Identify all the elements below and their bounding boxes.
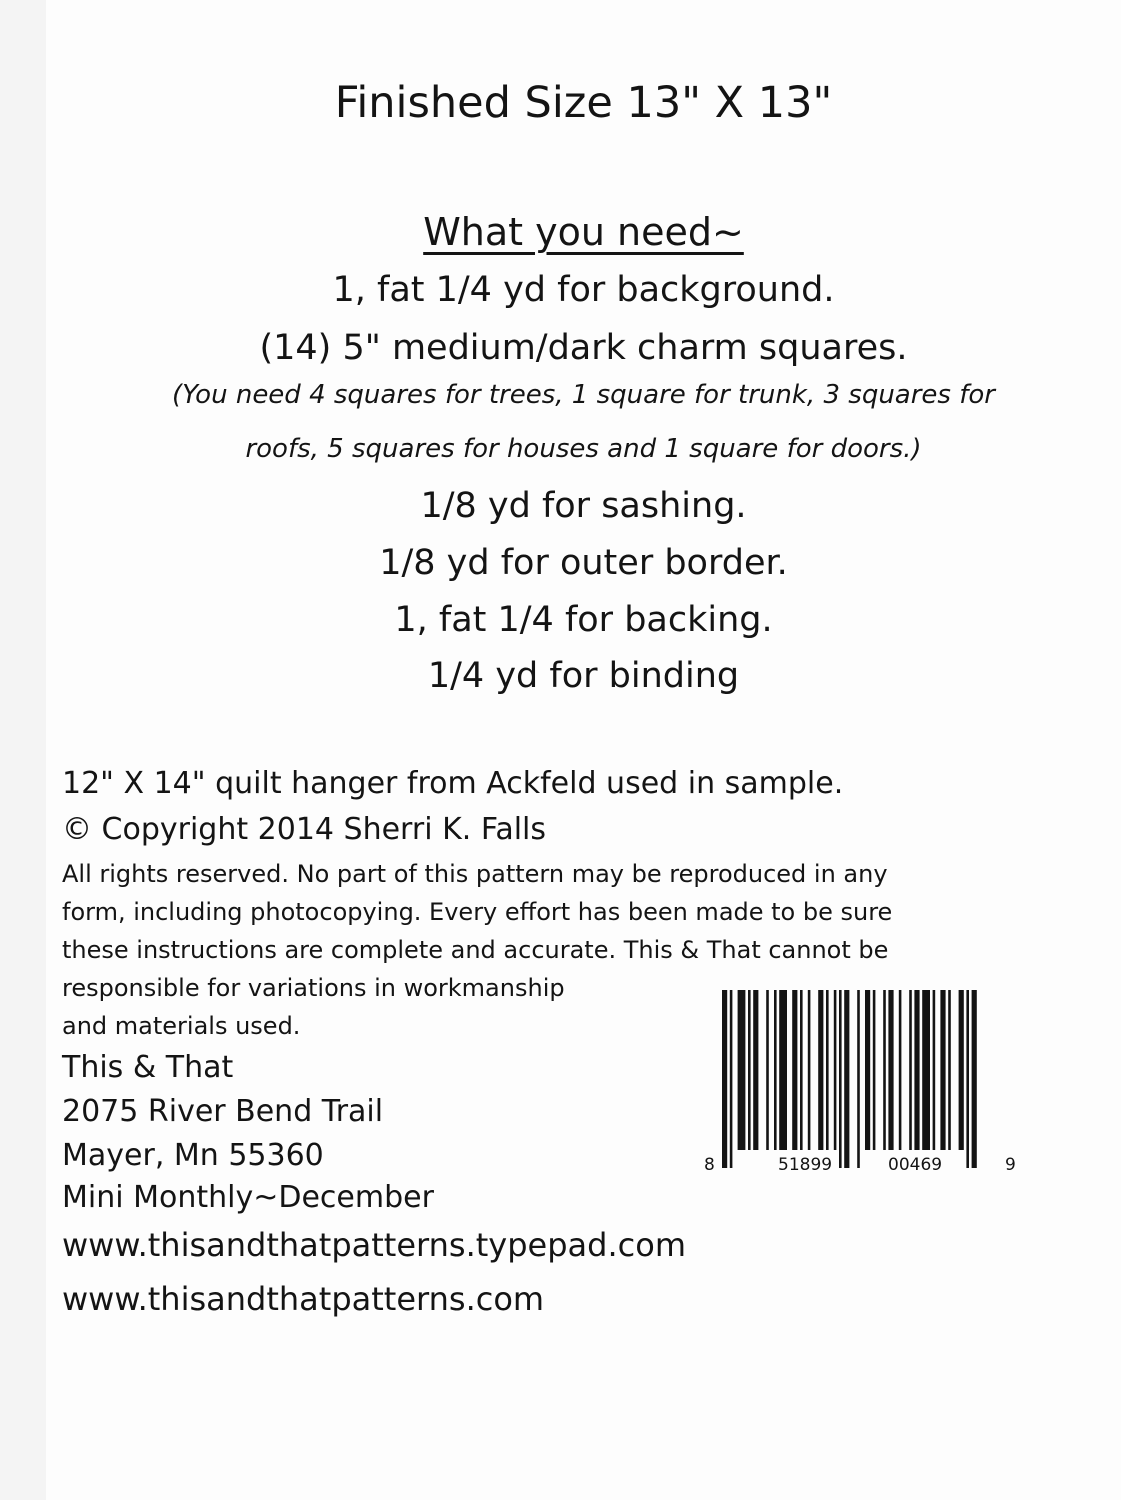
barcode-bar — [818, 990, 823, 1150]
material-item: 1, fat 1/4 yd for background. — [332, 270, 835, 310]
barcode-bar — [839, 990, 842, 1168]
street-address: 2075 River Bend Trail — [62, 1094, 384, 1129]
scan-edge — [0, 0, 46, 1500]
barcode-bar — [766, 990, 769, 1150]
barcode-bar — [966, 990, 969, 1168]
barcode-bar — [940, 990, 945, 1150]
barcode-bar — [808, 990, 811, 1150]
series-name: Mini Monthly~December — [62, 1180, 434, 1215]
barcode-bar — [738, 990, 746, 1150]
barcode-bar — [959, 990, 964, 1150]
barcode-bar — [873, 990, 876, 1150]
barcode-digit: 8 — [704, 1155, 715, 1175]
website-link[interactable]: www.thisandthatpatterns.com — [62, 1280, 545, 1318]
barcode-digit: 51899 — [778, 1155, 833, 1175]
copyright-line: © Copyright 2014 Sherri K. Falls — [62, 812, 546, 847]
barcode-digit: 9 — [1005, 1155, 1016, 1175]
barcode-bar — [774, 990, 777, 1150]
barcode-bar — [834, 990, 837, 1150]
finished-size-title: Finished Size 13" X 13" — [334, 78, 833, 128]
barcode-bars — [722, 990, 977, 1168]
barcode-bar — [800, 990, 803, 1150]
barcode-bar — [865, 990, 870, 1150]
material-note: roofs, 5 squares for houses and 1 square for doors.) — [245, 434, 922, 464]
barcode-bar — [888, 990, 893, 1150]
material-item: (14) 5" medium/dark charm squares. — [259, 328, 908, 368]
barcode-bar — [922, 990, 930, 1150]
city-state-zip: Mayer, Mn 55360 — [62, 1138, 324, 1173]
material-note: (You need 4 squares for trees, 1 square for trunk, 3 squares for — [172, 380, 995, 410]
barcode-bar — [857, 990, 860, 1168]
barcode-bar — [730, 990, 733, 1168]
barcode-bar — [948, 990, 951, 1150]
material-item: 1/4 yd for binding — [427, 656, 740, 696]
material-item: 1, fat 1/4 for backing. — [394, 600, 773, 640]
barcode-bar — [909, 990, 912, 1150]
material-item: 1/8 yd for outer border. — [379, 543, 788, 583]
barcode-digit: 00469 — [888, 1155, 943, 1175]
website-link[interactable]: www.thisandthatpatterns.typepad.com — [62, 1226, 686, 1264]
barcode-bar — [826, 990, 829, 1150]
barcode-bar — [722, 990, 727, 1168]
barcode-bar — [792, 990, 797, 1150]
rights-text: these instructions are complete and accurate. This & That cannot be — [62, 936, 889, 964]
barcode-bar — [779, 990, 787, 1150]
barcode-bar — [972, 990, 977, 1168]
rights-text: form, including photocopying. Every effort has been made to be sure — [62, 898, 893, 926]
rights-text: responsible for variations in workmanship — [62, 974, 565, 1002]
materials-heading: What you need~ — [423, 210, 744, 254]
barcode-bar — [899, 990, 902, 1150]
company-name: This & That — [62, 1050, 234, 1085]
barcode-bar — [933, 990, 936, 1150]
material-item: 1/8 yd for sashing. — [420, 486, 747, 526]
barcode-bar — [883, 990, 886, 1150]
rights-text: All rights reserved. No part of this pattern may be reproduced in any — [62, 860, 888, 888]
barcode-bar — [748, 990, 751, 1150]
barcode-bar — [753, 990, 758, 1150]
rights-text: and materials used. — [62, 1012, 301, 1040]
barcode-bar — [914, 990, 919, 1150]
barcode-bar — [844, 990, 849, 1168]
upc-barcode — [700, 990, 1020, 1180]
hanger-note: 12" X 14" quilt hanger from Ackfeld used in sample. — [62, 766, 844, 801]
